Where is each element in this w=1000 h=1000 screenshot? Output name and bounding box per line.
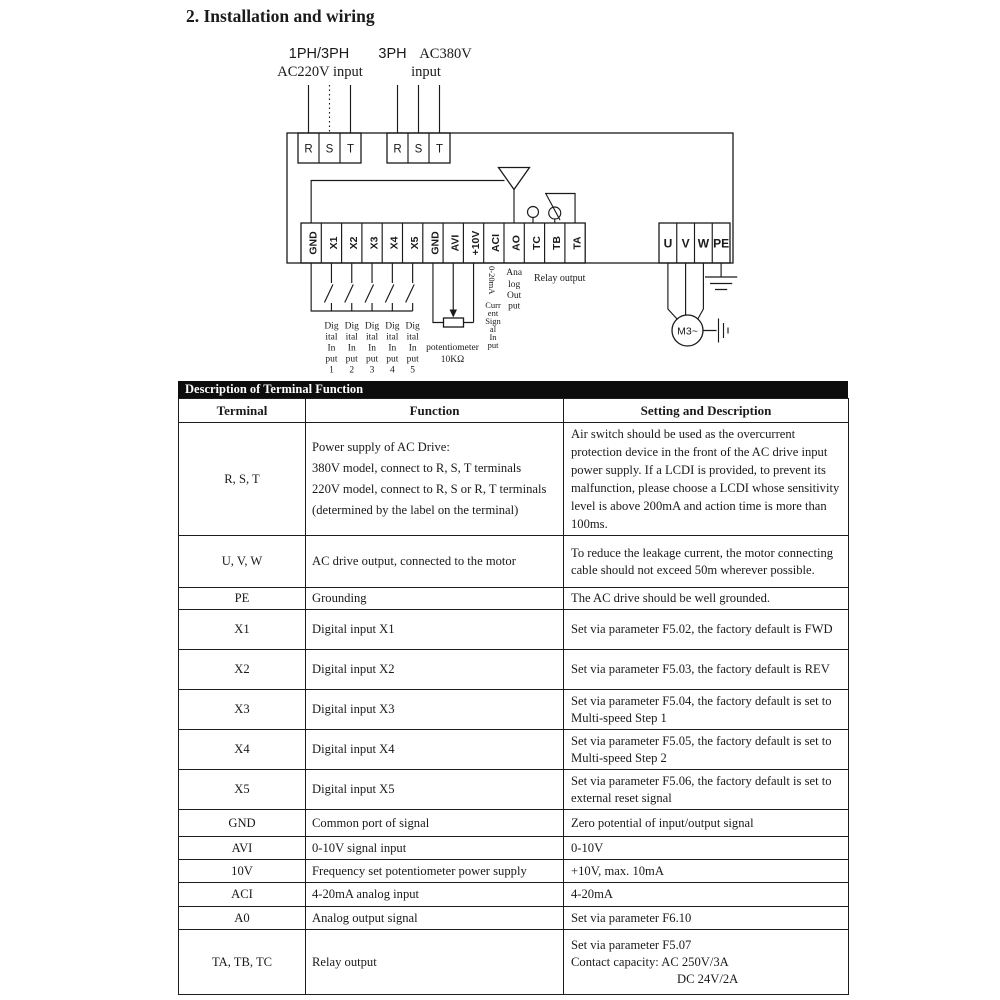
terminal-tb: TB — [551, 236, 564, 250]
terminal-x1: X1 — [327, 236, 340, 250]
function-line: 380V model, connect to R, S, T terminals — [312, 461, 522, 475]
relay-contact-tc-icon — [528, 207, 539, 218]
potentiometer-symbol — [426, 263, 480, 365]
cell-setting: Set via parameter F5.04, the factory default is set to Multi-speed Step 1 — [564, 690, 849, 730]
cell-setting: Set via parameter F5.06, the factory default is set to external reset signal — [564, 770, 849, 810]
gnd-to-shield-wire — [311, 181, 504, 224]
table-row — [179, 730, 849, 770]
power-input-wires — [309, 85, 440, 133]
table-row — [179, 610, 849, 650]
cell-setting: The AC drive should be well grounded. — [564, 588, 849, 610]
switch-x4-icon — [385, 263, 394, 311]
shield-symbol — [311, 168, 529, 224]
cs-l1: Curr — [485, 300, 501, 310]
di1-l1: Dig — [324, 321, 339, 332]
cs-l6: put — [487, 340, 499, 350]
terminal-t-left: T — [346, 143, 355, 156]
switch-x1-icon — [324, 263, 333, 311]
ao-l1: Ana — [506, 268, 523, 278]
table-row — [179, 588, 849, 610]
switch-x5-icon — [406, 263, 415, 311]
cell-function: Analog output signal — [306, 907, 564, 930]
cell-function: Grounding — [306, 588, 564, 610]
setting-line: Set via parameter F5.07 — [571, 937, 692, 952]
cell-terminal: GND — [179, 810, 306, 837]
cell-setting: Set via parameter F5.02, the factory default is FWD — [564, 610, 849, 650]
di5-l3: In — [408, 343, 417, 354]
terminal-tc: TC — [530, 236, 543, 250]
cell-function: Digital input X5 — [306, 770, 564, 810]
table-header-row — [179, 399, 849, 423]
di5-l1: Dig — [405, 321, 420, 332]
table-title-bar: Description of Terminal Function — [178, 381, 848, 398]
table-row — [179, 690, 849, 730]
terminal-s-left: S — [325, 143, 334, 156]
switch-x2-icon — [345, 263, 354, 311]
di3-l3: In — [368, 343, 377, 354]
relay-ta-wire — [545, 194, 575, 224]
terminal-x4: X4 — [388, 236, 401, 250]
function-line: Power supply of AC Drive: — [312, 440, 450, 454]
di2-l4: put — [345, 354, 358, 365]
gnd-common-wire — [311, 263, 413, 311]
page-title: 2. Installation and wiring — [186, 6, 375, 26]
terminal-x2: X2 — [348, 236, 361, 250]
ao-l4: put — [508, 301, 521, 312]
cell-terminal: X4 — [179, 730, 306, 770]
pe-ground-icon — [705, 263, 737, 290]
di1-l5: 1 — [329, 365, 334, 376]
di1-l2: ital — [325, 332, 338, 343]
cs-l3: Sign — [485, 316, 501, 326]
motor-label: M3~ — [677, 325, 698, 338]
cell-function: Frequency set potentiometer power supply — [306, 860, 564, 883]
cell-function: Common port of signal — [306, 810, 564, 837]
table-row — [179, 650, 849, 690]
terminal-v: V — [681, 236, 690, 251]
output-terminal-strip — [659, 223, 730, 263]
cell-terminal: AVI — [179, 837, 306, 860]
function-line: 220V model, connect to R, S or R, T terminals (determined by the label on the terminal) — [312, 482, 547, 517]
terminal-w: W — [697, 236, 710, 251]
cell-setting: Air switch should be used as the overcurrent protection device in the front of the AC drive input power supply. If a LCDI is provided, to prevent its malfunction, please choose a LCDI whose sensitivity level is above 200mA and action time is more than 100ms. — [564, 423, 849, 536]
ao-l2: log — [508, 280, 521, 290]
terminal-ao: AO — [510, 235, 523, 251]
cell-function: 4-20mA analog input — [306, 883, 564, 907]
rst-block-right — [387, 133, 450, 163]
table-row — [179, 770, 849, 810]
power-right-voltage-label: AC380V — [419, 46, 472, 62]
di2-l1: Dig — [344, 321, 359, 332]
cell-setting — [564, 930, 849, 995]
terminal-u: U — [663, 236, 673, 251]
header-function: Function — [306, 399, 564, 423]
power-right-input-label: input — [411, 64, 441, 80]
cell-setting: Set via parameter F5.05, the factory default is set to Multi-speed Step 2 — [564, 730, 849, 770]
table-row — [179, 860, 849, 883]
motor-wires — [668, 263, 704, 320]
terminal-avi: AVI — [449, 234, 462, 252]
cell-terminal: X3 — [179, 690, 306, 730]
terminal-ta: TA — [571, 236, 584, 250]
di4-l3: In — [388, 343, 397, 354]
relay-blade — [546, 194, 560, 220]
di4-l1: Dig — [385, 321, 400, 332]
di4-l4: put — [386, 354, 399, 365]
table-row — [179, 423, 849, 536]
header-terminal: Terminal — [179, 399, 306, 423]
table-row — [179, 810, 849, 837]
setting-line: DC 24V/2A — [677, 971, 739, 986]
di3-l2: ital — [365, 332, 379, 343]
cell-terminal: A0 — [179, 907, 306, 930]
terminal-r-right: R — [393, 143, 402, 156]
relay-output-label: Relay output — [534, 273, 586, 284]
header-setting: Setting and Description — [564, 399, 849, 423]
di2-l5: 2 — [349, 365, 355, 376]
table-row — [179, 883, 849, 907]
motor-ground-icon — [703, 319, 728, 343]
relay-contact-symbol — [528, 194, 576, 224]
switch-x3-icon — [365, 263, 374, 311]
table-row — [179, 837, 849, 860]
cell-setting: Zero potential of input/output signal — [564, 810, 849, 837]
di1-l4: put — [325, 354, 338, 365]
cell-function: 0-10V signal input — [306, 837, 564, 860]
cell-function — [306, 423, 564, 536]
di5-l2: ital — [406, 332, 419, 343]
current-signal-labels — [485, 266, 501, 350]
cell-terminal: 10V — [179, 860, 306, 883]
power-right-phase-label: 3PH — [378, 46, 407, 62]
rst-block-left — [298, 133, 361, 163]
digital-input-labels — [324, 322, 420, 376]
terminal-pe: PE — [713, 236, 730, 251]
cell-terminal: U, V, W — [179, 536, 306, 588]
di2-l3: In — [347, 343, 356, 354]
cell-function: Digital input X1 — [306, 610, 564, 650]
terminal-10v: +10V — [469, 230, 482, 256]
terminal-t-right: T — [435, 143, 444, 156]
di5-l4: put — [406, 354, 419, 365]
potentiometer-wiper-arrow-icon — [450, 310, 458, 318]
di3-l1: Dig — [364, 321, 380, 332]
cell-setting: To reduce the leakage current, the motor connecting cable should not exceed 50m wherever possible. — [564, 536, 849, 588]
table-row — [179, 930, 849, 995]
potentiometer-body-icon — [444, 318, 464, 327]
cell-terminal: R, S, T — [179, 423, 306, 536]
wiring-diagram — [0, 0, 1000, 380]
cs-l2: ent — [487, 308, 499, 318]
terminal-gnd-2: GND — [429, 231, 442, 255]
terminal-r-left: R — [304, 143, 313, 156]
terminal-gnd-1: GND — [307, 231, 320, 255]
di3-l5: 3 — [369, 365, 375, 376]
di3-l4: put — [365, 354, 379, 365]
terminal-x5: X5 — [409, 236, 421, 250]
terminal-x3: X3 — [368, 236, 381, 250]
setting-line: Contact capacity: AC 250V/3A — [571, 954, 729, 969]
cell-terminal: TA, TB, TC — [179, 930, 306, 995]
cs-l4: al — [489, 324, 497, 334]
power-left-voltage-label: AC220V input — [277, 64, 363, 80]
digital-input-switches — [311, 263, 414, 311]
cell-terminal: X5 — [179, 770, 306, 810]
cell-function: Relay output — [306, 930, 564, 995]
cell-setting: +10V, max. 10mA — [564, 860, 849, 883]
cell-terminal: X2 — [179, 650, 306, 690]
cell-setting: 0-10V — [564, 837, 849, 860]
terminal-s-right: S — [414, 143, 423, 156]
di1-l3: In — [327, 343, 336, 354]
potentiometer-value: 10KΩ — [440, 355, 465, 365]
terminal-function-section — [178, 381, 848, 995]
di4-l2: ital — [386, 332, 399, 343]
shield-triangle-icon — [499, 168, 530, 190]
potentiometer-label: potentiometer — [426, 343, 479, 353]
table-row — [179, 536, 849, 588]
power-left-phase-label: 1PH/3PH — [288, 46, 350, 62]
power-input-labels — [277, 46, 472, 80]
pe-ground-lines — [705, 263, 737, 290]
analog-output-labels — [506, 268, 523, 312]
cell-function: AC drive output, connected to the motor — [306, 536, 564, 588]
terminal-function-table — [178, 398, 849, 995]
cs-l5: In — [489, 332, 497, 342]
current-signal-range-label: 0-20mA — [487, 266, 497, 295]
ao-l3: Out — [507, 291, 522, 301]
cell-setting: Set via parameter F6.10 — [564, 907, 849, 930]
di4-l5: 4 — [389, 365, 395, 376]
cell-function: Digital input X4 — [306, 730, 564, 770]
cell-function: Digital input X3 — [306, 690, 564, 730]
cell-function: Digital input X2 — [306, 650, 564, 690]
terminal-aci: ACI — [490, 233, 503, 253]
motor-symbol — [668, 263, 728, 346]
di2-l2: ital — [345, 332, 358, 343]
cell-setting: Set via parameter F5.03, the factory default is REV — [564, 650, 849, 690]
cell-setting: 4-20mA — [564, 883, 849, 907]
control-terminal-strip — [301, 223, 585, 263]
table-row — [179, 907, 849, 930]
di5-l5: 5 — [410, 365, 416, 376]
cell-terminal: X1 — [179, 610, 306, 650]
cell-terminal: PE — [179, 588, 306, 610]
cell-terminal: ACI — [179, 883, 306, 907]
